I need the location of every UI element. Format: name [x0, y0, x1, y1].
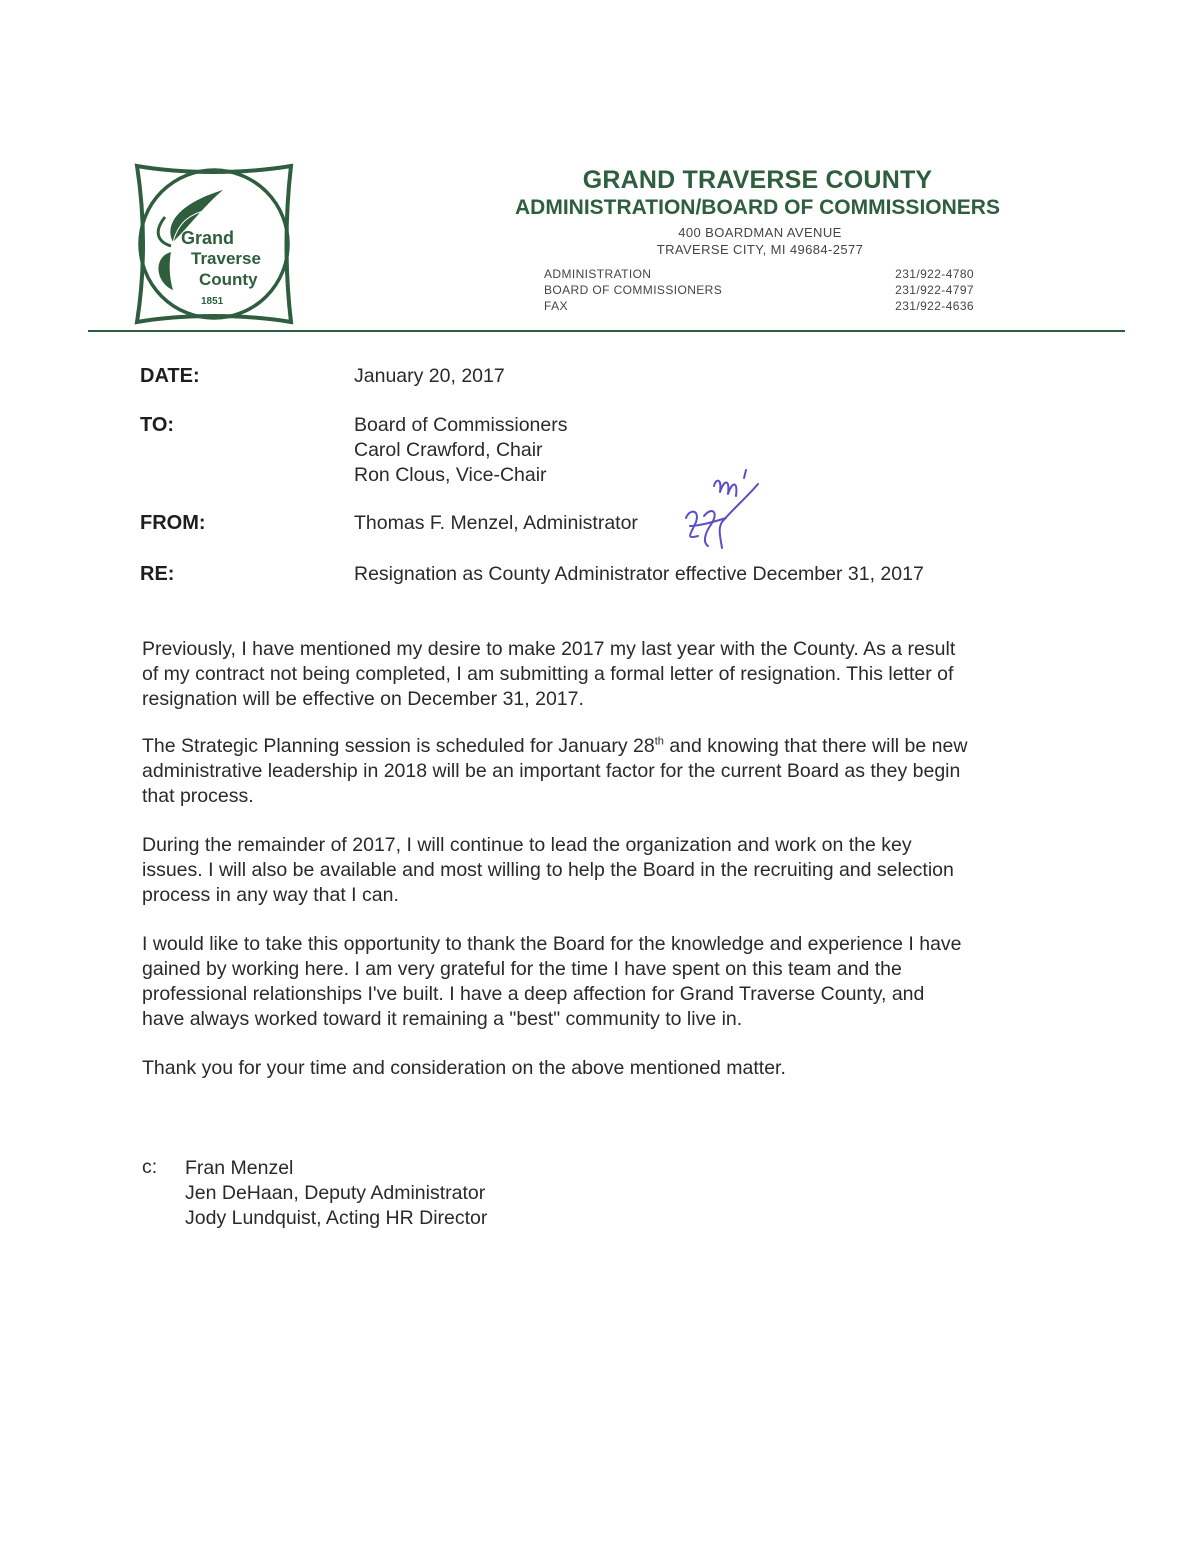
- contact-label: BOARD OF COMMISSIONERS: [544, 283, 723, 297]
- ordinal-suffix: th: [654, 735, 664, 748]
- body-line: [142, 734, 1072, 759]
- to-recipients: [354, 413, 568, 488]
- body-line: of my contract not being completed, I am submitting a formal letter of resignation. This letter of: [142, 663, 954, 685]
- to-recipient: Carol Crawford, Chair: [354, 439, 543, 461]
- cc-list: [185, 1156, 487, 1231]
- cc-recipient: Jen DeHaan, Deputy Administrator: [185, 1182, 486, 1204]
- body-line: resignation will be effective on December 31, 2017.: [142, 688, 584, 710]
- address-street: 400 BOARDMAN AVENUE: [678, 225, 842, 240]
- contact-number: 231/922-4636: [895, 299, 974, 313]
- body-line: gained by working here. I am very grateful for the time I have spent on this team and the: [142, 958, 902, 980]
- to-recipient: Ron Clous, Vice-Chair: [354, 464, 547, 486]
- body-paragraph: [142, 637, 1072, 712]
- contact-row: [544, 282, 974, 298]
- body-text: and knowing that there will be new: [663, 735, 968, 757]
- contact-row: [544, 298, 974, 314]
- contact-list: [544, 266, 974, 314]
- re-value: Resignation as County Administrator effective December 31, 2017: [354, 563, 924, 585]
- body-line: that process.: [142, 785, 254, 807]
- body-line: professional relationships I've built. I have a deep affection for Grand Traverse County, and: [142, 983, 925, 1005]
- closing-paragraph: Thank you for your time and consideration on the above mentioned matter.: [142, 1057, 786, 1079]
- handwritten-initials: [668, 456, 768, 556]
- body-line: have always worked toward it remaining a "best" community to live in.: [142, 1008, 743, 1030]
- letterhead-divider: [88, 330, 1125, 332]
- contact-row: [544, 266, 974, 282]
- body-line: Previously, I have mentioned my desire to make 2017 my last year with the County. As a result: [142, 638, 956, 660]
- contact-number: 231/922-4780: [895, 267, 974, 281]
- svg-text:Grand: Grand: [181, 228, 235, 248]
- contact-label: FAX: [544, 299, 568, 313]
- body-paragraph: [142, 734, 1072, 809]
- body-text: The Strategic Planning session is scheduled for January 28: [142, 735, 655, 757]
- body-paragraph: [142, 833, 1072, 908]
- svg-text:1851: 1851: [201, 296, 224, 307]
- county-logo: [133, 162, 295, 326]
- org-name: GRAND TRAVERSE COUNTY: [582, 166, 933, 194]
- contact-number: 231/922-4797: [895, 283, 974, 297]
- to-recipient: Board of Commissioners: [354, 414, 568, 436]
- re-label: RE:: [140, 563, 175, 585]
- from-value: Thomas F. Menzel, Administrator: [354, 512, 638, 534]
- body-line: administrative leadership in 2018 will be an important factor for the current Board as they begin: [142, 760, 961, 782]
- to-label: TO:: [140, 414, 175, 436]
- address-city: TRAVERSE CITY, MI 49684-2577: [656, 242, 864, 257]
- body-line: process in any way that I can.: [142, 884, 399, 906]
- org-department: ADMINISTRATION/BOARD OF COMMISSIONERS: [515, 196, 1000, 219]
- cc-label: c:: [142, 1156, 158, 1178]
- svg-text:County: County: [199, 270, 258, 289]
- contact-label: ADMINISTRATION: [544, 267, 652, 281]
- svg-text:Traverse: Traverse: [191, 249, 261, 268]
- body-line: During the remainder of 2017, I will continue to lead the organization and work on the key: [142, 834, 912, 856]
- date-label: DATE:: [140, 365, 200, 387]
- cc-recipient: Fran Menzel: [185, 1157, 294, 1179]
- body-line: I would like to take this opportunity to thank the Board for the knowledge and experience I have: [142, 933, 962, 955]
- body-line: issues. I will also be available and most willing to help the Board in the recruiting and selection: [142, 859, 954, 881]
- from-label: FROM:: [140, 512, 206, 534]
- cc-recipient: Jody Lundquist, Acting HR Director: [185, 1207, 488, 1229]
- date-value: January 20, 2017: [354, 365, 505, 387]
- body-paragraph: [142, 932, 1072, 1032]
